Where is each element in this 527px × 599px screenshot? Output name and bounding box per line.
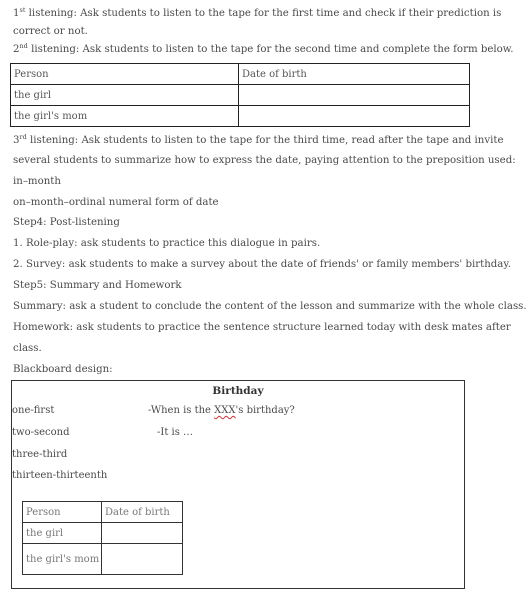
step5-homework-2: class. — [13, 343, 42, 354]
ordinal-pair: three-third — [12, 449, 68, 460]
header-date-of-birth: Date of birth — [102, 502, 183, 523]
preposition-on-rule: on–month–ordinal numeral form of date — [13, 197, 219, 208]
table-row — [23, 523, 183, 544]
ordinal-suffix: rd — [19, 133, 27, 141]
step5-homework: Homework: ask students to practice the sentence structure learned today with desk mates after — [13, 322, 511, 333]
cell-person: the girl's mom — [23, 544, 102, 575]
step4-item-1: 1. Role-play: ask students to practice this dialogue in pairs. — [13, 238, 321, 249]
birthday-question: -When is the XXX's birthday? — [148, 405, 295, 416]
blackboard-title: Birthday — [212, 385, 264, 397]
table-row — [11, 106, 470, 127]
table-row — [11, 85, 470, 106]
placeholder-name: XXX — [214, 405, 236, 416]
second-listening-text: listening: Ask students to listen to the tape for the second time and complete the form below. — [27, 44, 514, 55]
header-date-of-birth: Date of birth — [239, 64, 470, 85]
ordinal-suffix: st — [19, 6, 26, 14]
third-listening-line-2: several students to summarize how to express the date, paying attention to the preposition used: — [13, 155, 516, 166]
ordinal-pair: thirteen-thirteenth — [12, 470, 108, 481]
first-listening-line-2: correct or not. — [13, 26, 88, 37]
table-header-row — [23, 502, 183, 523]
preposition-in-rule: in–month — [13, 176, 61, 187]
cell-person: the girl's mom — [11, 106, 239, 127]
step4-title: Step4: Post-listening — [13, 217, 120, 228]
cell-date — [102, 544, 183, 575]
cell-person: the girl — [11, 85, 239, 106]
blackboard-form-table — [22, 501, 183, 575]
blackboard-label: Blackboard design: — [13, 364, 113, 375]
cell-date — [239, 85, 470, 106]
second-listening-line: 2nd listening: Ask students to listen to the tape for the second time and complete the form below. — [13, 42, 514, 55]
blackboard-design-box — [11, 380, 465, 589]
step5-summary: Summary: ask a student to conclude the content of the lesson and summarize with the whole class. — [13, 301, 527, 312]
step5-title: Step5: Summary and Homework — [13, 280, 182, 291]
step4-item-2: 2. Survey: ask students to make a survey about the date of friends' or family members' birthday. — [13, 259, 511, 270]
ordinal-pair: one-first — [12, 405, 55, 416]
third-listening-line: 3rd listening: Ask students to listen to the tape for the third time, read after the tape and invite — [13, 133, 504, 146]
cell-date — [102, 523, 183, 544]
table-row — [23, 544, 183, 575]
first-listening-line: 1st listening: Ask students to listen to the tape for the first time and check if their prediction is — [13, 6, 502, 19]
ordinal-suffix: nd — [19, 42, 28, 50]
cell-person: the girl — [23, 523, 102, 544]
header-person: Person — [11, 64, 239, 85]
table-header-row — [11, 64, 470, 85]
first-listening-text: listening: Ask students to listen to the tape for the first time and check if their prediction is — [25, 8, 502, 19]
third-listening-text: listening: Ask students to listen to the tape for the third time, read after the tape and invite — [26, 135, 504, 146]
cell-date — [239, 106, 470, 127]
ordinal-pair: two-second — [12, 427, 70, 438]
listening-form-table — [10, 63, 470, 127]
header-person: Person — [23, 502, 102, 523]
birthday-answer: -It is … — [157, 427, 194, 438]
